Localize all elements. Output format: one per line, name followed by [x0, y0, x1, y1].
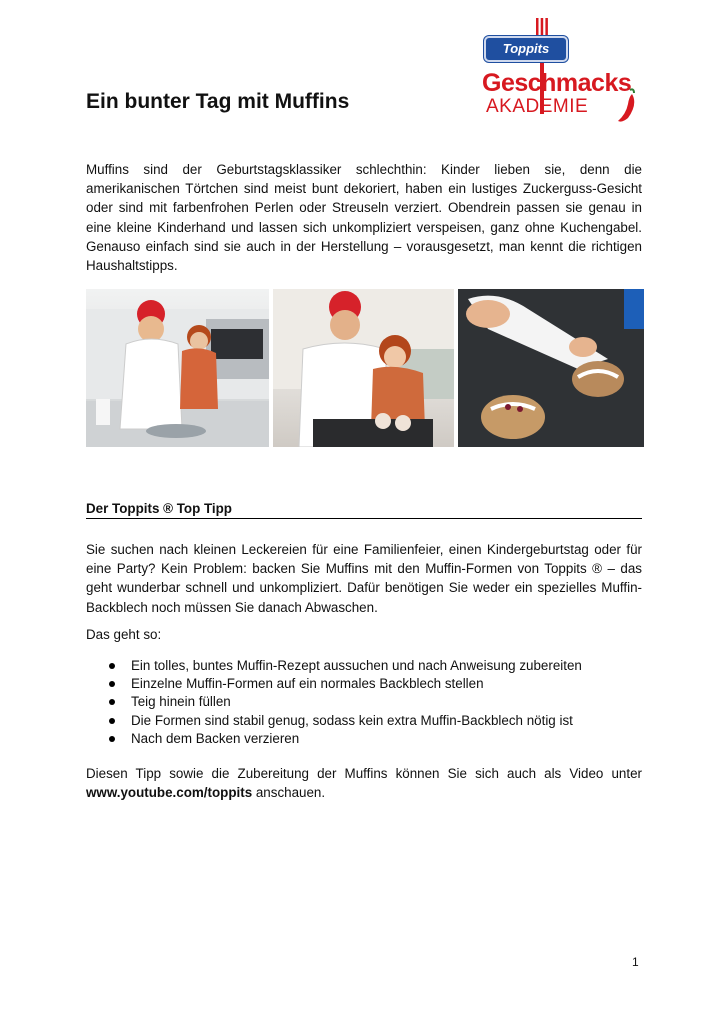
tip-heading: Der Toppits ® Top Tipp [86, 501, 642, 519]
photo-strip [86, 289, 644, 447]
list-item: Die Formen sind stabil genug, sodass kein extra Muffin-Backblech nötig ist [86, 712, 642, 730]
tip-paragraph: Sie suchen nach kleinen Leckereien für eine Familienfeier, einen Kindergeburtstag oder für eine Party? Kein Problem: backen Sie Muffins mit den Muffin-Formen von Toppits ® – das geht wunderbar schnell und unkompliziert. Dafür benötigen Sie weder ein spezielles Muffin-Backblech noch müssen Sie danach Abwaschen. [86, 542, 642, 615]
howto-label: Das geht so: [86, 627, 162, 642]
video-paragraph [86, 764, 642, 802]
page-title: Ein bunter Tag mit Muffins [86, 90, 350, 113]
list-item: Nach dem Backen verzieren [86, 730, 642, 748]
logo-line-2: AKADEMIE [486, 96, 589, 117]
youtube-link[interactable]: www.youtube.com/toppits [86, 785, 253, 801]
page-number: 1 [632, 955, 639, 969]
photo-chef-piping-muffins [273, 289, 454, 447]
intro-paragraph: Muffins sind der Geburtstagsklassiker schlechthin: Kinder lieben sie, denn die amerikanischen Törtchen sind meist bunt dekoriert, haben ein lustiges Zuckerguss-Gesicht oder sind mit farbenfrohen Perlen oder Streuseln verziert. Obendrein passen sie genau in eine kleine Kinderhand und lassen sich unkompliziert verspeisen, ganz ohne Kuchengabel. Genauso einfach sind sie auch in der Herstellung – vorausgesetzt, man kennt die richtigen Haushaltstipps. [86, 162, 642, 274]
list-item: Einzelne Muffin-Formen auf ein normales Backblech stellen [86, 675, 642, 693]
photo-piping-bag-muffins [458, 289, 644, 447]
geschmacks-akademie-logo [476, 18, 646, 118]
photo-chef-and-woman-kitchen [86, 289, 269, 447]
steps-list [86, 657, 642, 748]
logo-line-1: Geschmacks [482, 69, 632, 97]
video-text-end: anschauen. [252, 785, 326, 801]
list-item: Ein tolles, buntes Muffin-Rezept aussuchen und nach Anweisung zubereiten [86, 657, 642, 675]
video-text: Diesen Tipp sowie die Zubereitung der Muffins können Sie sich auch als Video unter [86, 766, 642, 781]
chili-icon [616, 88, 640, 124]
list-item: Teig hinein füllen [86, 693, 642, 711]
toppits-badge: Toppits [484, 36, 568, 62]
